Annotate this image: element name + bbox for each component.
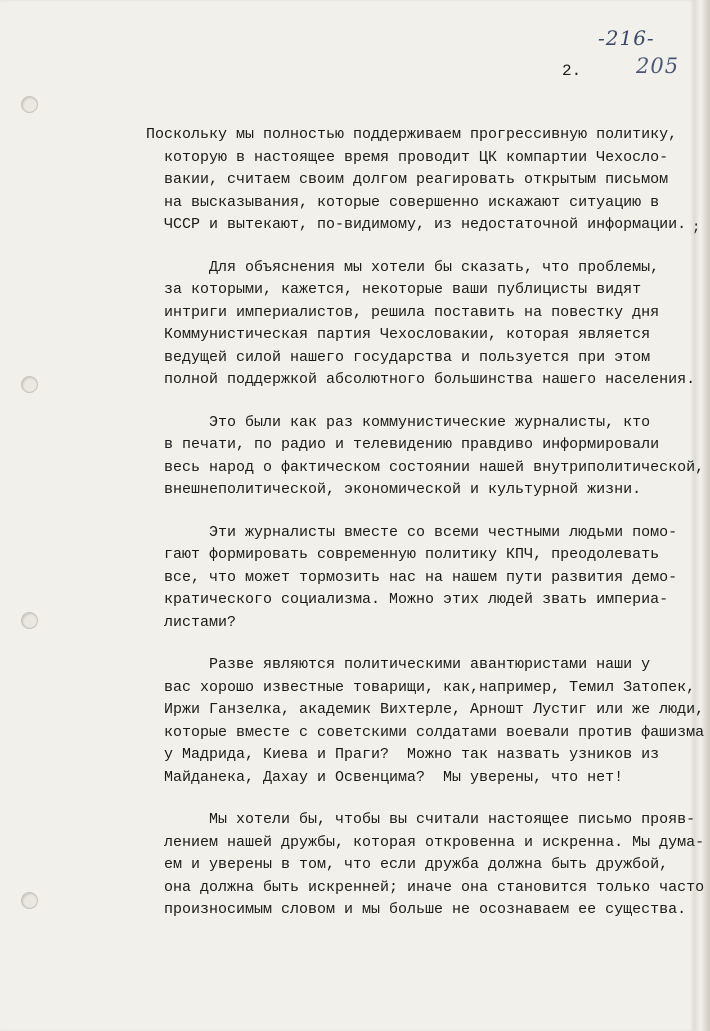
text-line: Это были как раз коммунистические журналисты, кто (146, 413, 651, 431)
text-line: вакии, считаем своим долгом реагировать открытым письмом (146, 171, 669, 188)
paragraph (146, 809, 706, 922)
text-line: у Мадрида, Киева и Праги? Можно так назвать узников из (146, 746, 660, 763)
page-number: 2. (562, 62, 582, 80)
letter-body (146, 124, 706, 942)
paragraph (146, 522, 706, 635)
text-line: Для объяснения мы хотели бы сказать, что проблемы, (146, 258, 660, 276)
text-line: которую в настоящее время проводит ЦК компартии Чехослo- (146, 148, 669, 166)
punch-hole-bottom (21, 892, 38, 909)
archive-number-new: 205 (636, 54, 680, 78)
text-line: полной поддержкой абсолютного большинства нашего населения. (146, 371, 696, 388)
paragraph (146, 654, 706, 789)
text-line: кратического социализма. Можно этих людей звать империа- (146, 591, 669, 608)
text-line: произносимым словом и мы больше не осознаваем ее существа. (146, 901, 687, 918)
text-line: вас хорошо известные товарищи, как,например, Темил Затопек, (146, 678, 696, 696)
punch-hole-lower (21, 612, 38, 629)
archive-number-old: -216- (598, 26, 655, 50)
text-line: Иржи Ганзелка, академик Вихтерле, Арношт Лустиг или же люди, (146, 701, 705, 718)
text-line: ведущей силой нашего государства и пользуется при этом (146, 348, 651, 366)
text-line: ем и уверены в том, что если дружба должна быть дружбой, (146, 856, 669, 873)
text-line: Разве являются политическими авантюристами наши у (146, 656, 651, 673)
text-line: она должна быть искренней; иначе она становится только часто (146, 878, 705, 896)
text-line: внешнеполитической, экономической и культурной жизни. (146, 481, 642, 498)
text-line: весь народ о фактическом состоянии нашей внутриполитической, (146, 458, 705, 476)
paragraph (146, 124, 706, 237)
text-line: на высказывания, которые совершенно искажают ситуацию в (146, 193, 660, 211)
text-line: которые вместе с советскими солдатами воевали против фашизма (146, 723, 705, 741)
punch-hole-top (21, 96, 38, 113)
text-line: за которыми, кажется, некоторые ваши публицисты видят (146, 281, 642, 298)
text-line: Эти журналисты вместе со всеми честными людьми помо- (146, 523, 678, 541)
text-line: Мы хотели бы, чтобы вы считали настоящее письмо прояв- (146, 811, 696, 828)
text-line: интриги империалистов, решила поставить на повестку дня (146, 303, 660, 321)
text-line: в печати, по радио и телевидению правдиво информировали (146, 436, 660, 453)
text-line: гают формировать современную политику КПЧ, преодолевать (146, 546, 660, 563)
text-line: Поскольку мы полностью поддерживаем прогрессивную политику, (146, 126, 678, 143)
punch-hole-middle (21, 376, 38, 393)
text-line: листами? (146, 613, 237, 631)
paragraph (146, 412, 706, 502)
text-line: Майданека, Дахау и Освенцима? Мы уверены, что нет! (146, 768, 624, 786)
text-line: лением нашей дружбы, которая откровенна и искренна. Мы дума- (146, 833, 705, 851)
text-line: Коммунистическая партия Чехословакии, которая является (146, 326, 651, 343)
paragraph (146, 257, 706, 392)
text-line: ЧССР и вытекают, по-видимому, из недостаточной информации. (146, 216, 687, 233)
margin-mark: ; (692, 220, 701, 236)
text-line: все, что может тормозить нас на нашем пути развития демо- (146, 568, 678, 586)
